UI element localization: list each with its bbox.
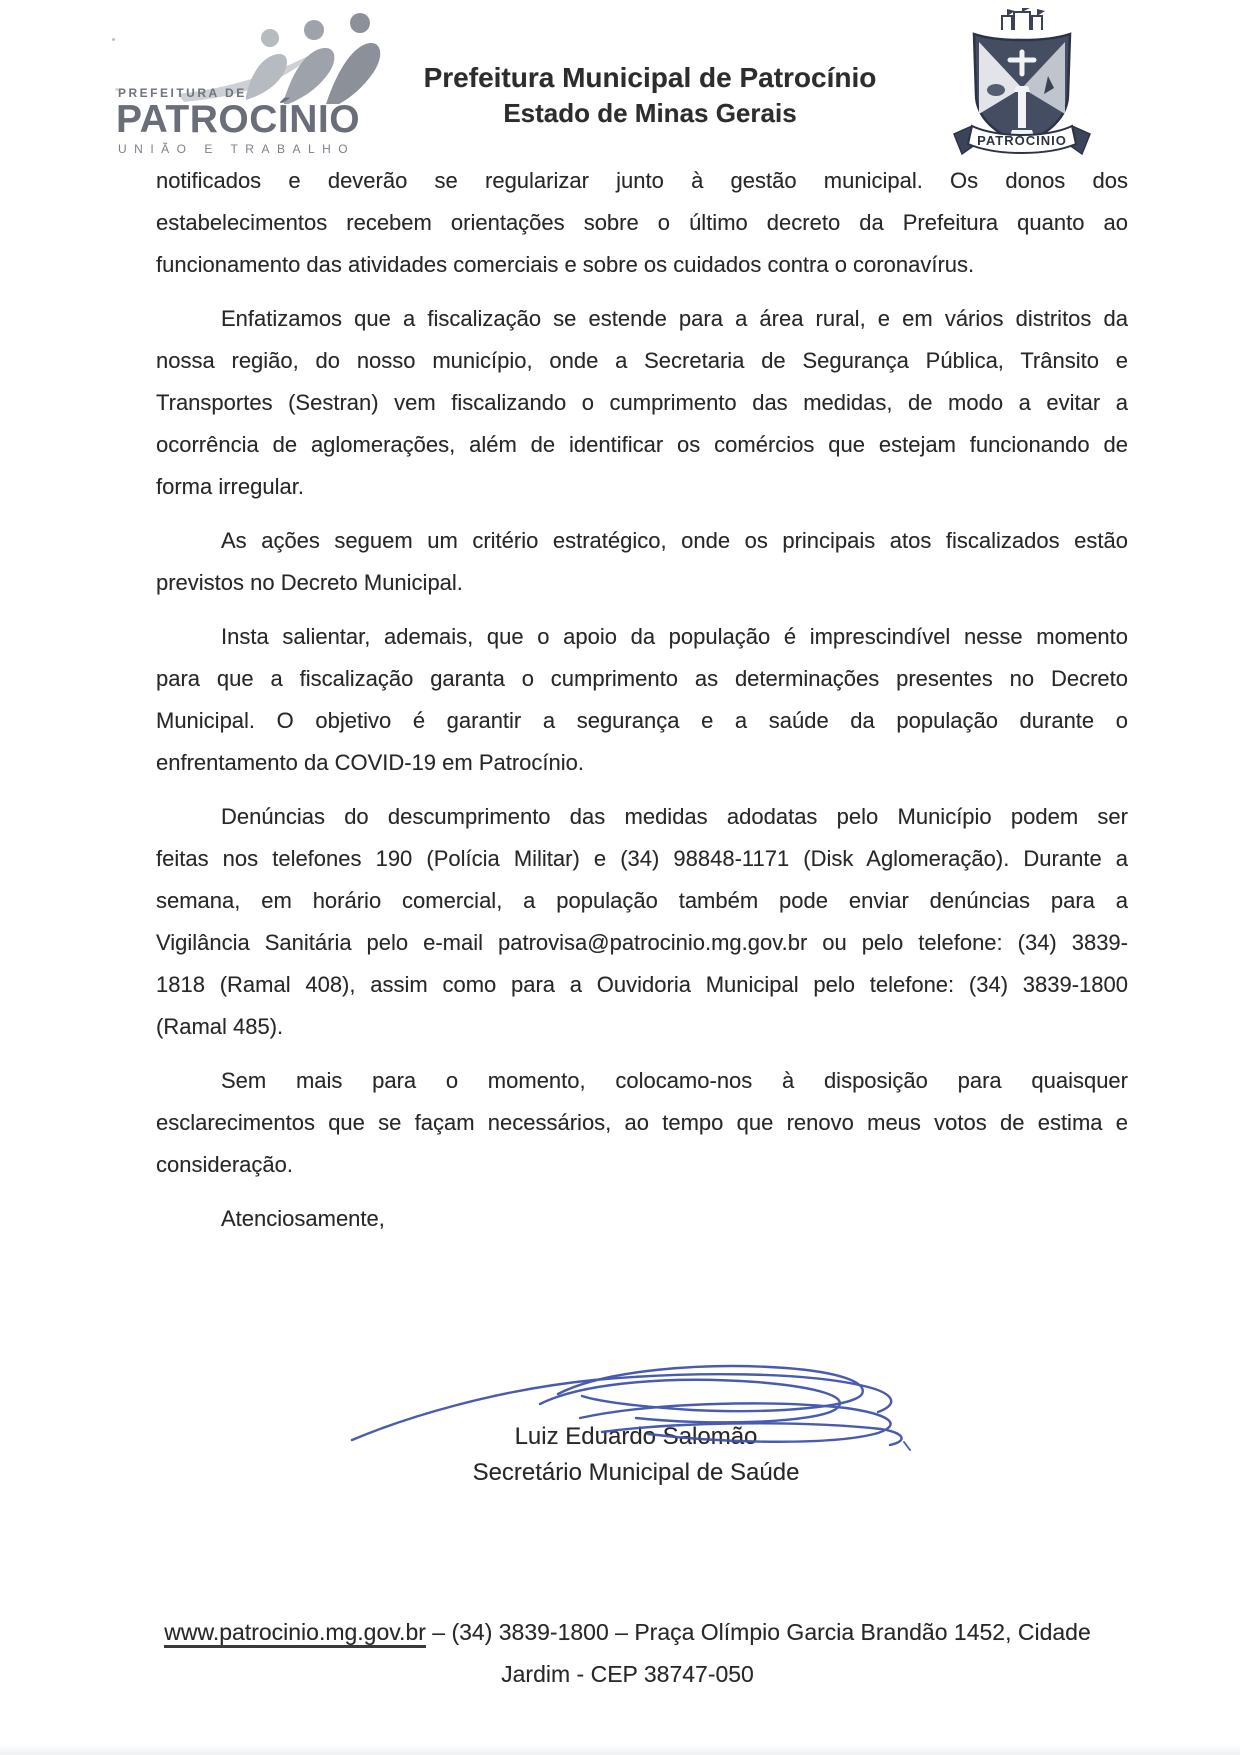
signatory-role: Secretário Municipal de Saúde bbox=[472, 1459, 800, 1486]
closing-salutation: Atenciosamente, bbox=[221, 1206, 385, 1231]
city-crest-icon bbox=[952, 8, 1092, 160]
letter-paragraph bbox=[156, 616, 1128, 784]
letter-line: 1818 (Ramal 408), assim como para a Ouvidoria Municipal pelo telefone: (34) 3839-1800 bbox=[156, 972, 1128, 997]
letter-line: semana, em horário comercial, a população também pode enviar denúncias para a bbox=[156, 888, 1128, 913]
footer-line2: Jardim - CEP 38747-050 bbox=[501, 1661, 754, 1687]
logo-name: PATROCÍNIO bbox=[116, 98, 361, 141]
signatory-name: Luiz Eduardo Salomão bbox=[514, 1423, 758, 1450]
letter-line: consideração. bbox=[156, 1152, 293, 1177]
letter-paragraph bbox=[156, 1060, 1128, 1186]
letter-paragraph bbox=[156, 160, 1128, 286]
letter-line: As ações seguem um critério estratégico, onde os principais atos fiscalizados estão bbox=[221, 528, 1128, 553]
logo-tagline: UNIÃO E TRABALHO bbox=[118, 142, 356, 156]
letter-line: funcionamento das atividades comerciais e sobre os cuidados contra o coronavírus. bbox=[156, 252, 975, 277]
letter-paragraph bbox=[156, 298, 1128, 508]
letter-body bbox=[156, 160, 1128, 1490]
letter-line: notificados e deverão se regularizar junto à gestão municipal. Os donos dos bbox=[156, 168, 1128, 193]
letter-line: ocorrência de aglomerações, além de identificar os comércios que estejam funcionando de bbox=[156, 432, 1128, 457]
letter-line: feitas nos telefones 190 (Polícia Militar) e (34) 98848-1171 (Disk Aglomeração). Durante a bbox=[156, 846, 1128, 871]
footer-contact-text: – (34) 3839-1800 – Praça Olímpio Garcia Brandão 1452, Cidade bbox=[425, 1619, 1091, 1645]
signature-scrawl-icon bbox=[344, 1344, 928, 1452]
letter-line: Transportes (Sestran) vem fiscalizando o cumprimento das medidas, de modo a evitar a bbox=[156, 390, 1128, 415]
signature-block bbox=[416, 1344, 856, 1490]
scan-speck bbox=[115, 88, 119, 91]
letter-line: enfrentamento da COVID-19 em Patrocínio. bbox=[156, 750, 584, 775]
letter-footer bbox=[140, 1611, 1115, 1695]
prefeitura-logo bbox=[116, 12, 392, 156]
crest-banner-text: PATROCÍNIO bbox=[977, 133, 1067, 148]
letter-line: Insta salientar, ademais, que o apoio da população é imprescindível nesse momento bbox=[221, 624, 1128, 649]
letter-line: Denúncias do descumprimento das medidas adodatas pelo Município podem ser bbox=[221, 804, 1128, 829]
footer-line1 bbox=[140, 1611, 1115, 1653]
letter-paragraph bbox=[156, 796, 1128, 1048]
letterhead-title-line2: Estado de Minas Gerais bbox=[503, 98, 797, 128]
letter-line: Vigilância Sanitária pelo e-mail patrovisa@patrocinio.mg.gov.br ou pelo telefone: (34) 3839- bbox=[156, 930, 1128, 955]
letter-line: para que a fiscalização garanta o cumprimento as determinações presentes no Decreto bbox=[156, 666, 1128, 691]
letter-line: forma irregular. bbox=[156, 474, 304, 499]
letter-paragraph bbox=[156, 520, 1128, 604]
letterhead-title-line1: Prefeitura Municipal de Patrocínio bbox=[423, 62, 877, 93]
scan-edge-shadow bbox=[0, 1745, 1240, 1755]
letter-line: esclarecimentos que se façam necessários, ao tempo que renovo meus votos de estima e bbox=[156, 1110, 1128, 1135]
letter-line: (Ramal 485). bbox=[156, 1014, 284, 1039]
letter-line: previstos no Decreto Municipal. bbox=[156, 570, 463, 595]
letter-line: Municipal. O objetivo é garantir a segurança e a saúde da população durante o bbox=[156, 708, 1128, 733]
letter-line: estabelecimentos recebem orientações sobre o último decreto da Prefeitura quanto ao bbox=[156, 210, 1128, 235]
scan-speck bbox=[112, 38, 115, 41]
letterhead-title bbox=[380, 60, 920, 130]
letter-line: nossa região, do nosso município, onde a Secretaria de Segurança Pública, Trânsito e bbox=[156, 348, 1128, 373]
letter-line: Enfatizamos que a fiscalização se estende para a área rural, e em vários distritos da bbox=[221, 306, 1128, 331]
logo-prefix: PREFEITURA DE bbox=[118, 86, 247, 100]
letter-line: Sem mais para o momento, colocamo-nos à disposição para quaisquer bbox=[221, 1068, 1128, 1093]
website-link[interactable]: www.patrocinio.mg.gov.br bbox=[164, 1619, 426, 1648]
